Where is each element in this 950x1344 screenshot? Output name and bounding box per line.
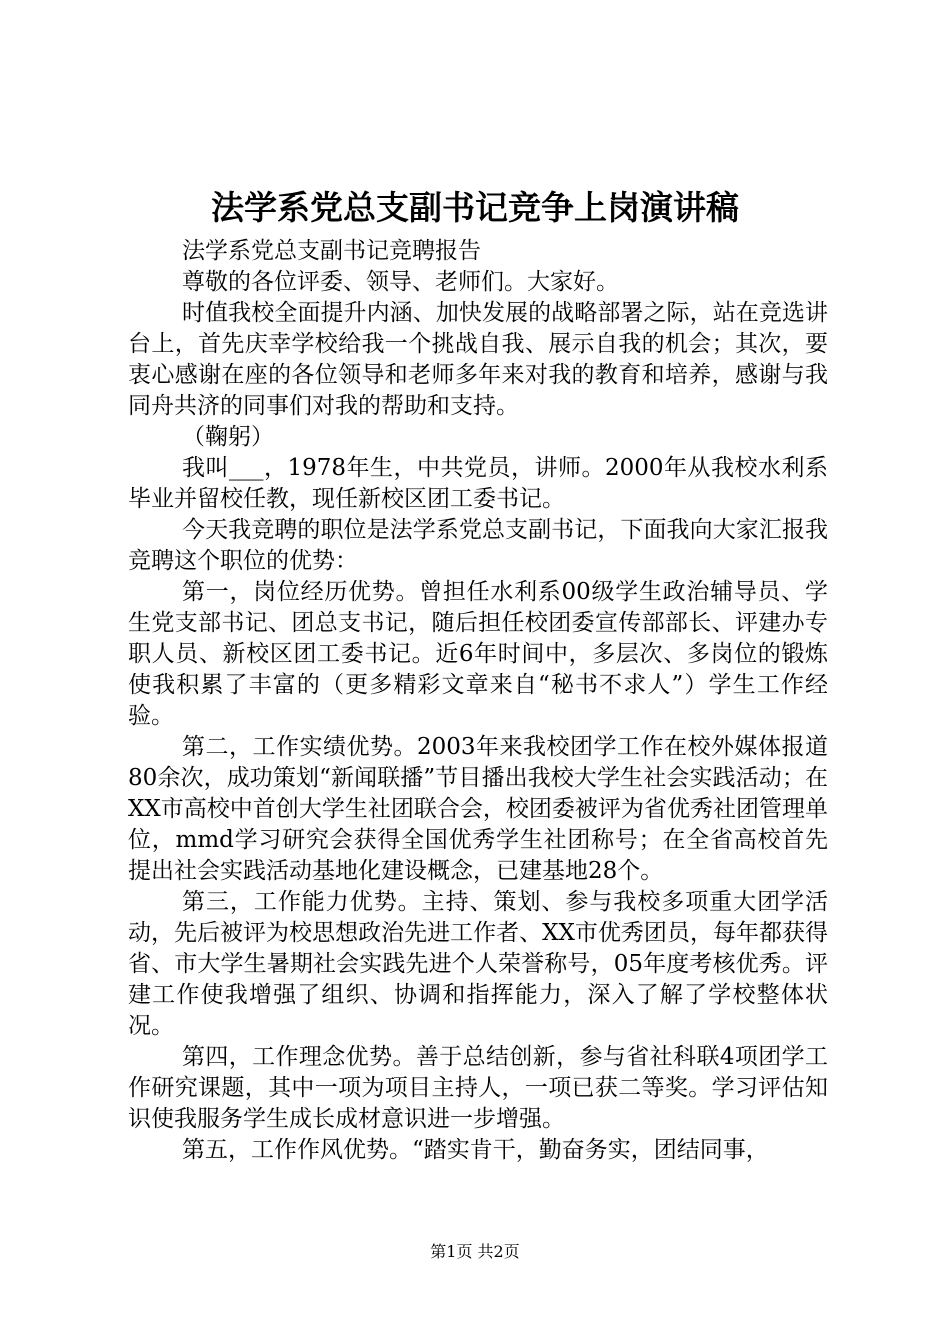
- paragraph-greeting: 尊敬的各位评委、领导、老师们。大家好。: [182, 269, 619, 295]
- paragraph-self-intro: 我叫___，1978年生，中共党员，讲师。2000年从我校水利系毕业并留校任教，现任新校区团工委书记。: [128, 455, 828, 512]
- paragraph-advantage-2: 第二，工作实绩优势。2003年来我校团学工作在校外媒体报道80余次，成功策划“新闻联播”节目播出我校大学生社会实践活动；在XX市高校中首创大学生社团联合会，校团委被评为省优秀社团管理单位，mmd学习研究会获得全国优秀学生社团称号；在全省高校首先提出社会实践活动基地化建设概念，已建基地28个。: [128, 734, 828, 884]
- paragraph-advantage-4: 第四，工作理念优势。善于总结创新，参与省社科联4项团学工作研究课题，其中一项为项目主持人，一项已获二等奖。学习评估知识使我服务学生成长成材意识进一步增强。: [128, 1044, 828, 1132]
- paragraph-advantage-5: 第五，工作作风优势。“踏实肯干，勤奋务实，团结同事，: [182, 1137, 769, 1163]
- paragraph-advantage-1: 第一，岗位经历优势。曾担任水利系00级学生政治辅导员、学生党支部书记、团总支书记，随后担任校团委宣传部部长、评建办专职人员、新校区团工委书记。近6年时间中，多层次、多岗位的锻炼使我积累了丰富的（更多精彩文章来自“秘书不求人”）学生工作经验。: [128, 579, 828, 729]
- page-footer: 第1页 共2页: [430, 1242, 520, 1261]
- paragraph-bow: （鞠躬）: [182, 424, 274, 450]
- document-title: 法学系党总支副书记竞争上岗演讲稿: [211, 188, 739, 227]
- paragraph-advantage-3: 第三，工作能力优势。主持、策划、参与我校多项重大团学活动，先后被评为校思想政治先进工作者、XX市优秀团员，每年都获得省、市大学生暑期社会实践先进个人荣誉称号，05年度考核优秀。评建工作使我增强了组织、协调和指挥能力，深入了解了学校整体状况。: [128, 889, 828, 1039]
- document-body: [128, 236, 828, 1166]
- paragraph-subtitle: 法学系党总支副书记竞聘报告: [182, 238, 481, 264]
- paragraph-position: 今天我竞聘的职位是法学系党总支副书记，下面我向大家汇报我竞聘这个职位的优势：: [128, 517, 828, 574]
- paragraph-opening: 时值我校全面提升内涵、加快发展的战略部署之际，站在竞选讲台上，首先庆幸学校给我一个挑战自我、展示自我的机会；其次，要衷心感谢在座的各位领导和老师多年来对我的教育和培养，感谢与我同舟共济的同事们对我的帮助和支持。: [128, 300, 828, 419]
